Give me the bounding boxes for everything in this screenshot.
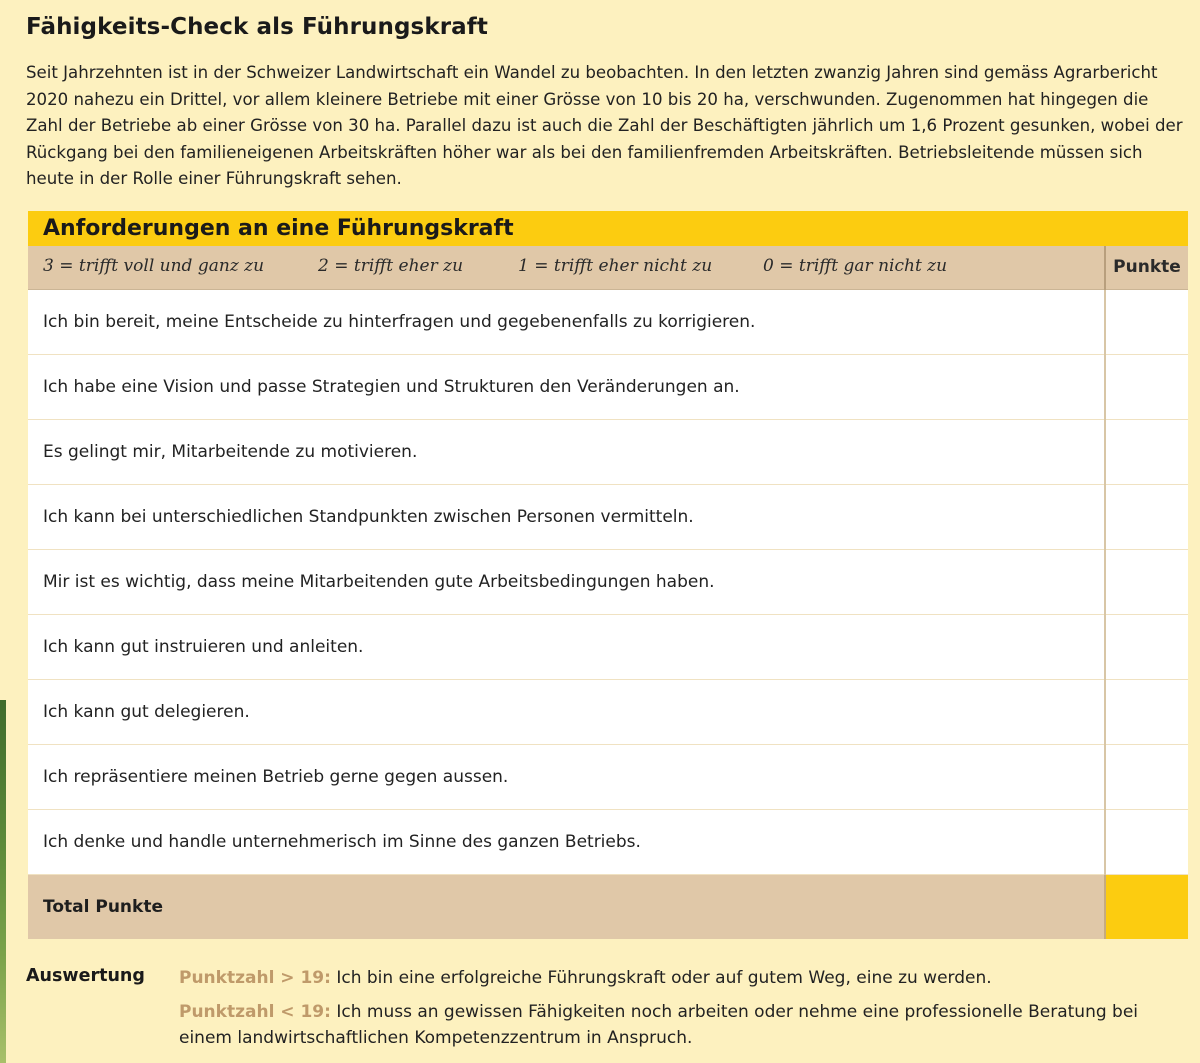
evaluation-label: Auswertung	[26, 966, 145, 986]
score-field[interactable]	[1105, 809, 1188, 874]
points-column-header: Punkte	[1105, 246, 1188, 289]
legend-item-3: 3 = trifft voll und ganz zu	[43, 256, 265, 276]
total-score-field[interactable]	[1105, 874, 1188, 939]
legend-item-2: 2 = trifft eher zu	[318, 256, 464, 276]
legend-item-1: 1 = trifft eher nicht zu	[518, 256, 713, 276]
evaluation-result-high	[179, 965, 1179, 991]
statement-text: Ich habe eine Vision und passe Strategien und Strukturen den Veränderungen an.	[28, 354, 1105, 419]
table-row	[28, 419, 1188, 484]
total-label: Total Punkte	[43, 896, 163, 917]
score-field[interactable]	[1105, 549, 1188, 614]
score-field[interactable]	[1105, 419, 1188, 484]
statement-text: Es gelingt mir, Mitarbeitende zu motivieren.	[28, 419, 1105, 484]
table-row	[28, 679, 1188, 744]
statement-text: Mir ist es wichtig, dass meine Mitarbeitenden gute Arbeitsbedingungen haben.	[28, 549, 1105, 614]
statement-text: Ich kann gut instruieren und anleiten.	[28, 614, 1105, 679]
statement-text: Ich repräsentiere meinen Betrieb gerne gegen aussen.	[28, 744, 1105, 809]
score-field[interactable]	[1105, 289, 1188, 354]
skills-table	[28, 246, 1188, 939]
table-row	[28, 809, 1188, 874]
evaluation-text: Ich bin eine erfolgreiche Führungskraft oder auf gutem Weg, eine zu werden.	[330, 968, 992, 988]
statement-text: Ich bin bereit, meine Entscheide zu hinterfragen und gegebenenfalls zu korrigieren.	[28, 289, 1105, 354]
score-field[interactable]	[1105, 614, 1188, 679]
statement-text: Ich kann gut delegieren.	[28, 679, 1105, 744]
panel-heading: Anforderungen an eine Führungskraft	[28, 211, 1188, 246]
evaluation-text: Ich muss an gewissen Fähigkeiten noch arbeiten oder nehme eine professionelle Beratung bei einem landwirtschaftlichen Kompetenzzentrum in Anspruch.	[179, 1002, 1139, 1048]
rating-legend-row	[28, 246, 1188, 289]
table-row	[28, 354, 1188, 419]
page-title: Fähigkeits-Check als Führungskraft	[26, 14, 489, 40]
intro-paragraph: Seit Jahrzehnten ist in der Schweizer Landwirtschaft ein Wandel zu beobachten. In den letzten zwanzig Jahren sind gemäss Agrarbericht 2020 nahezu ein Drittel, vor allem kleinere Betriebe mit einer Grösse von 10 bis 20 ha, verschwunden. Zugenommen hat hingegen die Zahl der Betriebe ab einer Grösse von 30 ha. Parallel dazu ist auch die Zahl der Beschäftigten jährlich um 1,6 Prozent gesunken, wobei der Rückgang bei den familieneigenen Arbeitskräften höher war als bei den familienfremden Arbeitskräften. Betriebsleitende müssen sich heute in der Rolle einer Führungskraft sehen.	[26, 63, 1183, 188]
requirements-panel	[28, 211, 1188, 939]
rating-legend	[28, 246, 1105, 289]
table-row	[28, 549, 1188, 614]
legend-item-0: 0 = trifft gar nicht zu	[763, 256, 948, 276]
score-field[interactable]	[1105, 744, 1188, 809]
table-row	[28, 614, 1188, 679]
table-row	[28, 289, 1188, 354]
evaluation-result-low	[179, 999, 1179, 1051]
score-field[interactable]	[1105, 679, 1188, 744]
score-field[interactable]	[1105, 354, 1188, 419]
score-field[interactable]	[1105, 484, 1188, 549]
table-row	[28, 484, 1188, 549]
table-row	[28, 744, 1188, 809]
statement-text: Ich kann bei unterschiedlichen Standpunkten zwischen Personen vermitteln.	[28, 484, 1105, 549]
evaluation-key: Punktzahl < 19:	[179, 1002, 331, 1022]
total-row	[28, 874, 1188, 939]
evaluation-key: Punktzahl > 19:	[179, 968, 331, 988]
statement-text: Ich denke und handle unternehmerisch im Sinne des ganzen Betriebs.	[28, 809, 1105, 874]
